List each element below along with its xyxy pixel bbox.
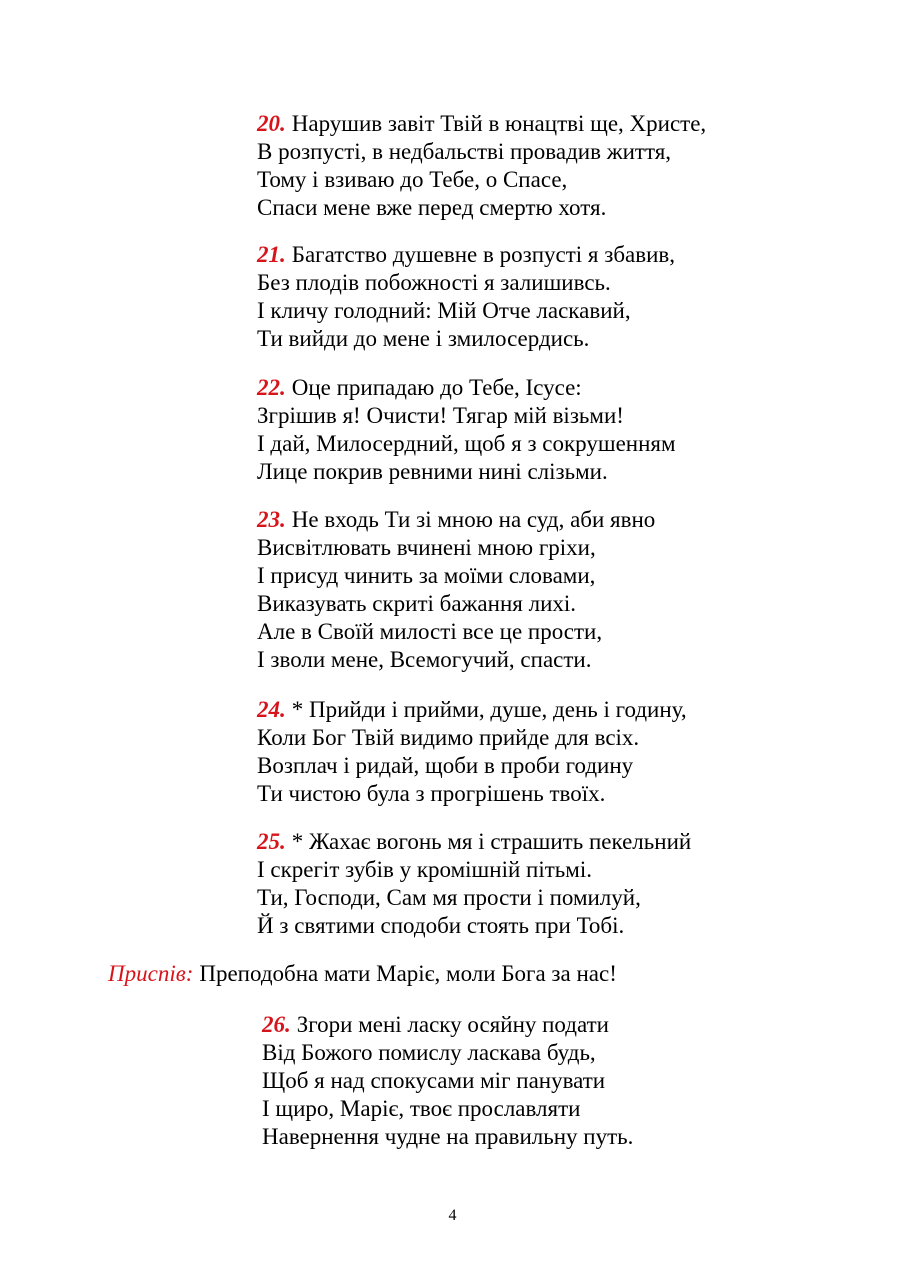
stanza-26	[262, 1011, 633, 1151]
stanza-line: І кличу голодний: Мій Отче ласкавий,	[257, 298, 631, 323]
stanza-line: Ти, Господи, Сам мя прости і помилуй,	[257, 885, 641, 910]
stanza-line: Возплач і ридай, щоби в проби годину	[257, 753, 634, 778]
stanza-line-text: Багатство душевне в розпусті я збавив,	[291, 242, 676, 267]
stanza-line	[257, 110, 706, 138]
stanza-line-text: * Жахає вогонь мя і страшить пекельний	[291, 829, 692, 854]
stanza-line: І скрегіт зубів у кромішній пітьмі.	[257, 857, 592, 882]
stanza-number: 21.	[257, 242, 286, 267]
stanza-number: 23.	[257, 507, 286, 532]
stanza-line: Щоб я над спокусами міг панувати	[262, 1068, 606, 1093]
stanza-line: В розпусті, в недбальстві провадив життя,	[257, 139, 672, 164]
stanza-line-text: Згори мені ласку осяйну подати	[296, 1012, 609, 1037]
stanza-number: 26.	[262, 1012, 291, 1037]
stanza-line: Тому і взиваю до Тебе, о Спасе,	[257, 167, 568, 192]
stanza-line: Й з святими сподоби стоять при Тобі.	[257, 913, 625, 938]
stanza-line: І дай, Милосердний, щоб я з сокрушенням	[257, 431, 676, 456]
stanza-line: Спаси мене вже перед смертю хотя.	[257, 195, 607, 220]
stanza-24	[257, 696, 687, 808]
stanza-number: 24.	[257, 697, 286, 722]
stanza-line: Від Божого помислу ласкава будь,	[262, 1040, 596, 1065]
stanza-line: Ти чистою була з прогрішень твоїх.	[257, 781, 606, 806]
stanza-line: Коли Бог Твій видимо прийде для всіх.	[257, 725, 640, 750]
stanza-line	[257, 374, 676, 402]
stanza-line: Ти вийди до мене і змилосердись.	[257, 326, 590, 351]
stanza-line	[257, 696, 687, 724]
stanza-line: І присуд чинить за моїми словами,	[257, 563, 596, 588]
stanza-line: Лице покрив ревними нині слізьми.	[257, 459, 608, 484]
refrain-text: Преподобна мати Маріє, моли Бога за нас!	[199, 961, 617, 986]
stanza-line	[257, 241, 675, 269]
stanza-20	[257, 110, 706, 222]
refrain	[108, 960, 617, 988]
stanza-line: Згрішив я! Очисти! Тягар мій візьми!	[257, 403, 624, 428]
stanza-line: Навернення чудне на правильну путь.	[262, 1124, 634, 1149]
stanza-number: 25.	[257, 829, 286, 854]
stanza-line: Без плодів побожності я залишивсь.	[257, 270, 611, 295]
stanza-21	[257, 241, 675, 353]
stanza-line	[262, 1011, 633, 1039]
stanza-line: Виказувать скриті бажання лихі.	[257, 591, 577, 616]
page-number: 4	[448, 1207, 457, 1224]
stanza-line-text: Оце припадаю до Тебе, Ісусе:	[291, 375, 582, 400]
stanza-line: І зволи мене, Всемогучий, спасти.	[257, 647, 592, 672]
stanza-number: 22.	[257, 375, 286, 400]
stanza-line	[257, 828, 691, 856]
stanza-line	[257, 506, 655, 534]
stanza-22	[257, 374, 676, 486]
stanza-line: І щиро, Маріє, твоє прославляти	[262, 1096, 581, 1121]
stanza-line-text: * Прийди і прийми, душе, день і годину,	[291, 697, 687, 722]
refrain-label: Приспів:	[108, 961, 194, 986]
stanza-line: Але в Своїй милості все це прости,	[257, 619, 603, 644]
stanza-25	[257, 828, 691, 940]
stanza-number: 20.	[257, 111, 286, 136]
stanza-line: Висвітлювать вчинені мною гріхи,	[257, 535, 596, 560]
stanza-23	[257, 506, 655, 674]
stanza-line-text: Нарушив завіт Твій в юнацтві ще, Христе,	[291, 111, 707, 136]
stanza-line-text: Не входь Ти зі мною на суд, аби явно	[291, 507, 656, 532]
